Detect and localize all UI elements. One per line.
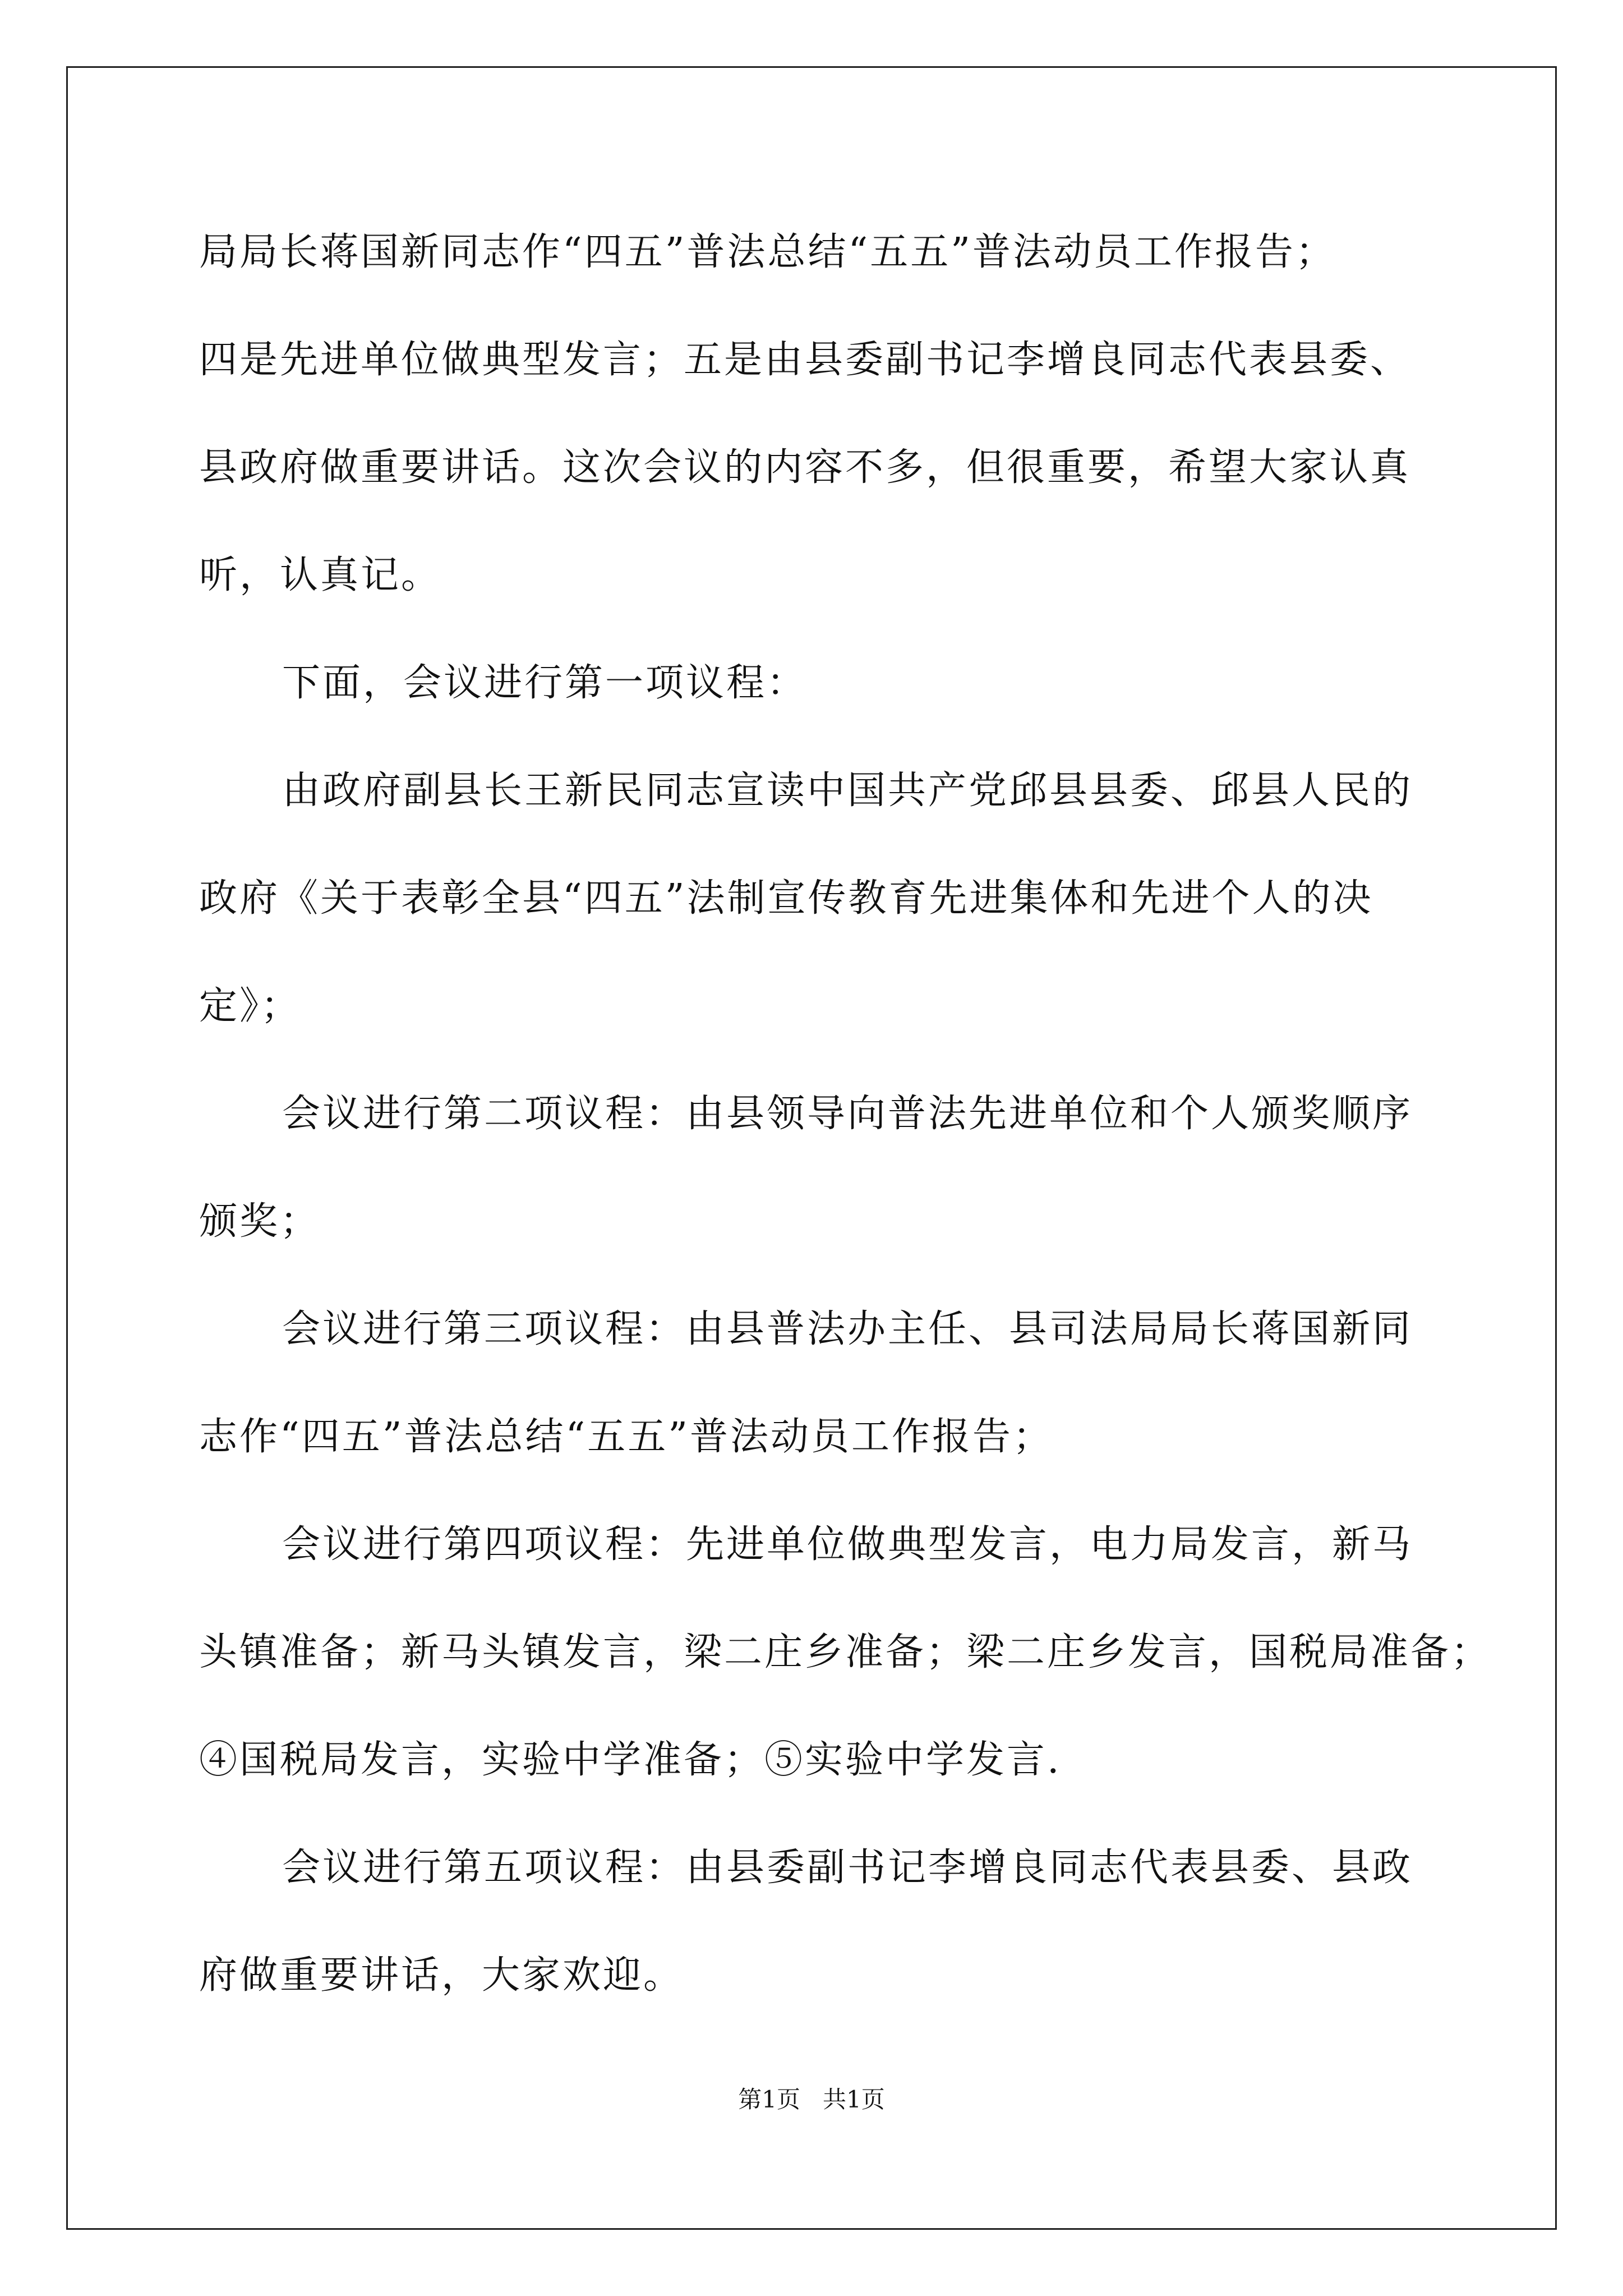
paragraph-start-line: 会议进行第四项议程：先进单位做典型发言，电力局发言，新马 <box>282 1522 1413 1567</box>
document-body <box>199 222 1492 2053</box>
text-line: ④国税局发言，实验中学准备；⑤实验中学发言. <box>199 1738 1062 1782</box>
text-line: 定》； <box>199 984 302 1028</box>
text-line: 府做重要讲话，大家欢迎。 <box>199 1953 684 1998</box>
text-line: 局局长蒋国新同志作“四五”普法总结“五五”普法动员工作报告； <box>199 230 1336 274</box>
text-line: 县政府做重要讲话。这次会议的内容不多，但很重要，希望大家认真 <box>199 445 1411 490</box>
text-line: 志作“四五”普法总结“五五”普法动员工作报告； <box>199 1415 1054 1459</box>
text-line: 政府《关于表彰全县“四五”法制宣传教育先进集体和先进个人的决 <box>199 876 1373 921</box>
text-line: 听，认真记。 <box>199 553 442 597</box>
paragraph-start-line: 会议进行第三项议程：由县普法办主任、县司法局局长蒋国新同 <box>282 1307 1413 1351</box>
paragraph-start-line: 下面，会议进行第一项议程： <box>282 661 808 705</box>
paragraph-start-line: 由政府副县长王新民同志宣读中国共产党邱县县委、邱县人民的 <box>282 769 1413 813</box>
text-line: 四是先进单位做典型发言；五是由县委副书记李增良同志代表县委、 <box>199 338 1411 382</box>
page-number-footer: 第1页 共1页 <box>738 2086 885 2113</box>
paragraph-start-line: 会议进行第五项议程：由县委副书记李增良同志代表县委、县政 <box>282 1846 1413 1890</box>
text-line: 颁奖； <box>199 1199 321 1244</box>
text-line: 头镇准备；新马头镇发言，梁二庄乡准备；梁二庄乡发言，国税局准备； <box>199 1630 1492 1674</box>
paragraph-start-line: 会议进行第二项议程：由县领导向普法先进单位和个人颁奖顺序 <box>282 1092 1413 1136</box>
